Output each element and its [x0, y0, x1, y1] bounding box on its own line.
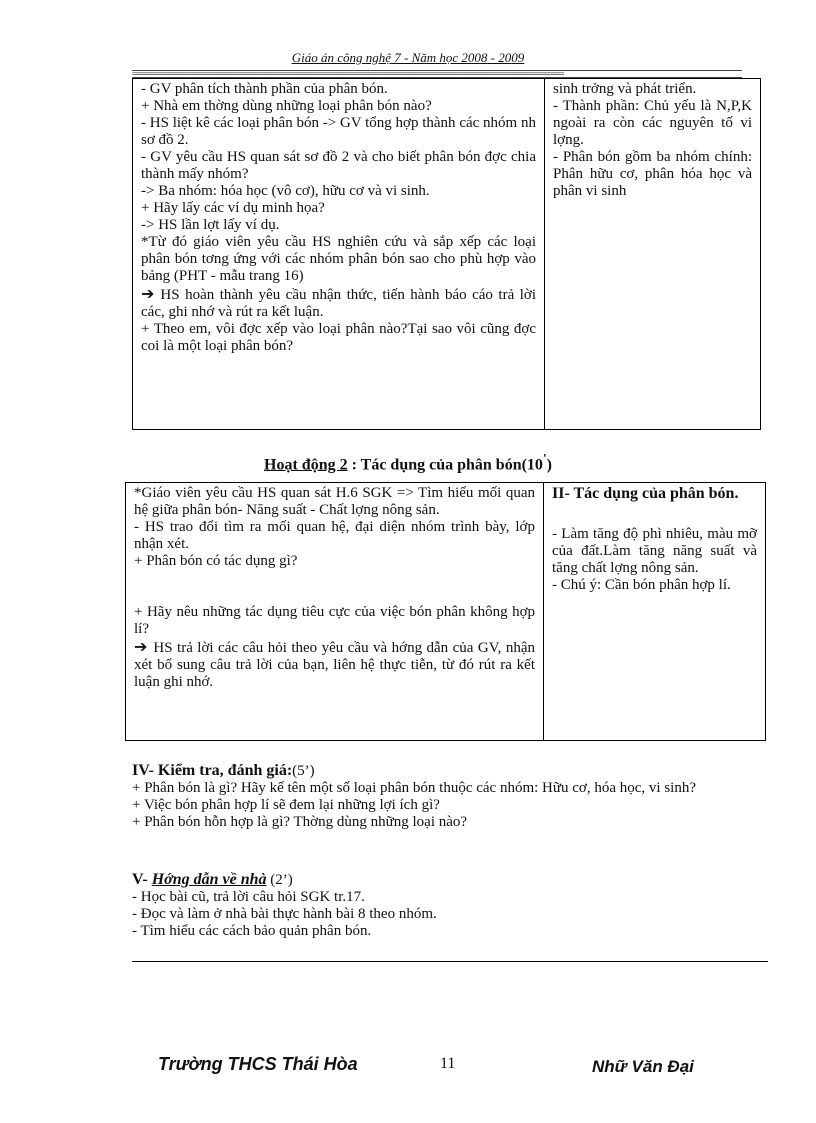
- lesson-table-1: [132, 78, 761, 430]
- activity-2-sep: :: [347, 456, 361, 474]
- table2-left-line: + Phân bón có tác dụng gì?: [134, 553, 298, 569]
- section-assessment-line: + Phân bón hỗn hợp là gì? Thờng dùng những loại nào?: [132, 814, 468, 830]
- table1-left-line-arrow: [141, 285, 536, 321]
- table1-left-line: -> HS lần lợt lấy ví dụ.: [141, 217, 280, 233]
- arrow-right-icon: ➔: [141, 284, 155, 303]
- table2-right-line: - Chú ý: Cần bón phân hợp lí.: [552, 577, 731, 593]
- section-homework-title: Hớng dẫn về nhà: [151, 871, 267, 888]
- footer-divider: [132, 961, 768, 962]
- table1-left-line: + Hãy lấy các ví dụ minh họa?: [141, 200, 325, 216]
- table2-left-line-text: HS trả lời các câu hỏi theo yêu cầu và hớng dẫn của GV, nhận xét bổ sung câu trả lời của bạn, liên hệ thực tiễn, từ đó rút ra kết luận ghi nhớ.: [134, 640, 535, 690]
- section-assessment: [132, 762, 765, 831]
- activity-2-close: ): [546, 456, 552, 474]
- section-assessment-heading: [132, 762, 765, 780]
- table1-teacher-activity: [133, 79, 545, 430]
- section-homework-time: (2’): [266, 872, 293, 888]
- arrow-right-icon: ➔: [134, 637, 148, 656]
- table2-spacer: [134, 570, 535, 604]
- lesson-table-2: [125, 482, 766, 741]
- footer-author: Nhữ Văn Đại: [592, 1057, 694, 1076]
- section-assessment-title: IV- Kiểm tra, đánh giá:: [132, 762, 293, 779]
- table1-left-line: + Theo em, vôi đợc xếp vào loại phân nào?Tại sao vôi cũng đợc coi là một loại phân bón?: [141, 321, 536, 354]
- activity-2-title: Tác dụng của phân bón(10: [360, 456, 543, 474]
- page-header: Giáo án công nghệ 7 - Năm học 2008 - 2009: [291, 50, 525, 65]
- table2-right-title: II- Tác dụng của phân bón.: [552, 485, 739, 502]
- table1-left-line: + Nhà em thờng dùng những loại phân bón nào?: [141, 98, 432, 114]
- section-assessment-time: (5’): [292, 763, 315, 779]
- table1-left-line-text: HS hoàn thành yêu cầu nhận thức, tiến hành báo cáo trả lời các, ghi nhớ và rút ra kết luận.: [141, 287, 536, 320]
- table1-right-line: sinh trởng và phát triển.: [553, 81, 697, 97]
- table2-teacher-activity: [126, 483, 544, 741]
- table1-left-line: - GV phân tích thành phần của phân bón.: [141, 81, 388, 97]
- table1-left-line: *Từ đó giáo viên yêu cầu HS nghiên cứu và sắp xếp các loại phân bón tơng ứng với các nhóm phân bón sao cho phù hợp vào bảng (PHT - mẫu trang 16): [141, 234, 536, 284]
- table2-right-line: - Làm tăng độ phì nhiêu, màu mỡ của đất.Làm tăng năng suất và tăng chất lợng nông sản.: [552, 526, 757, 576]
- table2-left-line-arrow: [134, 638, 535, 691]
- table1-content: [545, 79, 761, 430]
- table2-spacer: [552, 502, 757, 526]
- activity-2-heading: [0, 451, 816, 474]
- page-number: 11: [440, 1055, 456, 1072]
- section-assessment-line: + Việc bón phân hợp lí sẽ đem lại những lợi ích gì?: [132, 797, 440, 813]
- section-homework-line: - Đọc và làm ở nhà bài thực hành bài 8 theo nhóm.: [132, 906, 437, 922]
- activity-2-sup: ': [542, 451, 547, 466]
- table1-left-line: - GV yêu cầu HS quan sát sơ đồ 2 và cho biết phân bón đợc chia thành mấy nhóm?: [141, 149, 536, 182]
- table2-left-line: + Hãy nêu những tác dụng tiêu cực của việc bón phân không hợp lí?: [134, 604, 535, 637]
- header-separator: =================================================================================================================: [132, 70, 742, 78]
- footer-school: Trường THCS Thái Hòa: [158, 1054, 358, 1074]
- section-homework-line: - Học bài cũ, trả lời câu hỏi SGK tr.17.: [132, 889, 365, 905]
- table2-content: [544, 483, 766, 741]
- table2-left-line: *Giáo viên yêu cầu HS quan sát H.6 SGK => Tìm hiểu mối quan hệ giữa phân bón- Năng suất - Chất lợng nông sản.: [134, 485, 535, 518]
- table1-left-line: - HS liệt kê các loại phân bón -> GV tổng hợp thành các nhóm nh sơ đồ 2.: [141, 115, 536, 148]
- section-homework-line: - Tìm hiểu các cách bảo quản phân bón.: [132, 923, 372, 939]
- section-homework: [132, 871, 765, 940]
- table1-left-line: -> Ba nhóm: hóa học (vô cơ), hữu cơ và vi sinh.: [141, 183, 430, 199]
- section-homework-prefix: V-: [132, 871, 152, 888]
- section-homework-heading: [132, 871, 765, 889]
- table1-right-line: - Thành phần: Chủ yếu là N,P,K ngoài ra còn các nguyên tố vi lợng.: [553, 98, 752, 148]
- section-assessment-line: + Phân bón là gì? Hãy kể tên một số loại phân bón thuộc các nhóm: Hữu cơ, hóa học, vi sinh?: [132, 780, 696, 796]
- activity-2-label: Hoạt động 2: [264, 456, 348, 474]
- table2-left-line: - HS trao đổi tìm ra mối quan hệ, đại diện nhóm trình bày, lớp nhận xét.: [134, 519, 535, 552]
- table1-right-line: - Phân bón gồm ba nhóm chính: Phân hữu cơ, phân hóa học và phân vi sinh: [553, 149, 752, 199]
